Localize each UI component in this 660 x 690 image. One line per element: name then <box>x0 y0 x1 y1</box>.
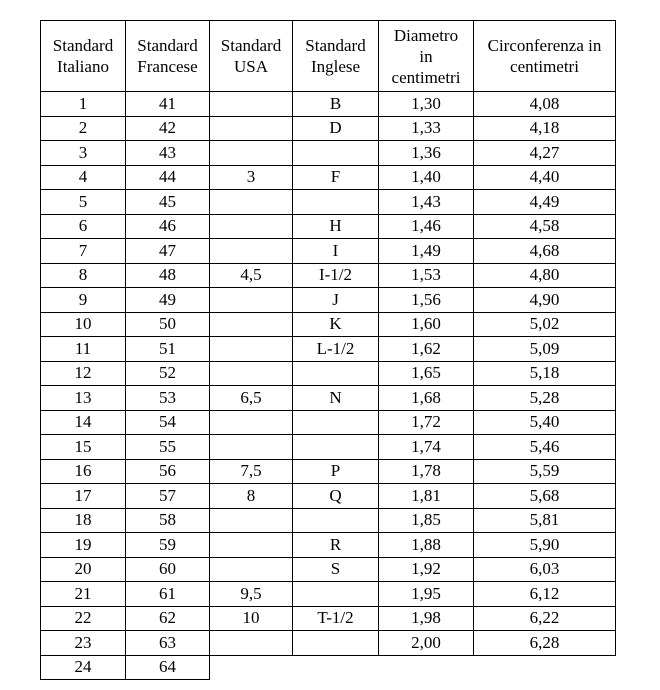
cell-italiano: 23 <box>41 631 126 656</box>
cell-usa <box>210 239 293 264</box>
cell-diametro: 1,74 <box>379 435 474 460</box>
cell-inglese: S <box>293 557 379 582</box>
cell-francese: 53 <box>126 386 210 411</box>
table-row <box>41 410 616 435</box>
table-row <box>41 239 616 264</box>
cell-circonferenza: 6,22 <box>474 606 616 631</box>
cell-usa: 4,5 <box>210 263 293 288</box>
cell-francese: 42 <box>126 116 210 141</box>
cell-francese: 59 <box>126 533 210 558</box>
cell-circonferenza: 5,68 <box>474 484 616 509</box>
empty-cell <box>293 655 379 680</box>
cell-inglese: L-1/2 <box>293 337 379 362</box>
header-circonferenza <box>474 21 616 92</box>
cell-inglese: N <box>293 386 379 411</box>
cell-circonferenza: 4,08 <box>474 92 616 117</box>
cell-circonferenza: 4,40 <box>474 165 616 190</box>
cell-usa <box>210 92 293 117</box>
cell-diametro: 1,78 <box>379 459 474 484</box>
cell-inglese: H <box>293 214 379 239</box>
cell-francese: 64 <box>126 655 210 680</box>
header-standard-italiano <box>41 21 126 92</box>
cell-diametro: 1,65 <box>379 361 474 386</box>
cell-circonferenza: 5,59 <box>474 459 616 484</box>
cell-usa <box>210 312 293 337</box>
cell-diametro: 1,53 <box>379 263 474 288</box>
cell-italiano: 7 <box>41 239 126 264</box>
cell-diametro: 1,30 <box>379 92 474 117</box>
cell-usa: 8 <box>210 484 293 509</box>
cell-inglese: D <box>293 116 379 141</box>
cell-usa: 9,5 <box>210 582 293 607</box>
cell-italiano: 12 <box>41 361 126 386</box>
table-row <box>41 263 616 288</box>
ring-size-table <box>40 20 616 680</box>
cell-francese: 63 <box>126 631 210 656</box>
cell-usa <box>210 435 293 460</box>
cell-diametro: 1,72 <box>379 410 474 435</box>
table-row <box>41 533 616 558</box>
table-row <box>41 337 616 362</box>
cell-usa: 3 <box>210 165 293 190</box>
cell-francese: 62 <box>126 606 210 631</box>
cell-francese: 41 <box>126 92 210 117</box>
cell-italiano: 15 <box>41 435 126 460</box>
cell-italiano: 10 <box>41 312 126 337</box>
cell-inglese: Q <box>293 484 379 509</box>
cell-usa <box>210 508 293 533</box>
cell-francese: 51 <box>126 337 210 362</box>
cell-usa: 10 <box>210 606 293 631</box>
cell-francese: 50 <box>126 312 210 337</box>
cell-diametro: 1,33 <box>379 116 474 141</box>
header-line: Inglese <box>310 57 361 76</box>
cell-circonferenza: 6,12 <box>474 582 616 607</box>
cell-francese: 54 <box>126 410 210 435</box>
header-line: Standard <box>52 36 114 55</box>
cell-francese: 44 <box>126 165 210 190</box>
cell-italiano: 21 <box>41 582 126 607</box>
cell-italiano: 1 <box>41 92 126 117</box>
cell-circonferenza: 5,81 <box>474 508 616 533</box>
cell-inglese: F <box>293 165 379 190</box>
cell-circonferenza: 4,68 <box>474 239 616 264</box>
cell-italiano: 13 <box>41 386 126 411</box>
cell-francese: 43 <box>126 141 210 166</box>
cell-inglese <box>293 361 379 386</box>
cell-circonferenza: 4,18 <box>474 116 616 141</box>
cell-diametro: 1,92 <box>379 557 474 582</box>
cell-francese: 52 <box>126 361 210 386</box>
table-row <box>41 459 616 484</box>
cell-diametro: 1,85 <box>379 508 474 533</box>
empty-cell <box>379 655 474 680</box>
cell-francese: 55 <box>126 435 210 460</box>
cell-circonferenza: 6,03 <box>474 557 616 582</box>
cell-usa <box>210 190 293 215</box>
cell-italiano: 8 <box>41 263 126 288</box>
cell-diametro: 2,00 <box>379 631 474 656</box>
cell-inglese <box>293 190 379 215</box>
table-row <box>41 484 616 509</box>
cell-inglese <box>293 631 379 656</box>
table-row <box>41 582 616 607</box>
empty-cell <box>210 655 293 680</box>
cell-diametro: 1,68 <box>379 386 474 411</box>
cell-italiano: 9 <box>41 288 126 313</box>
cell-diametro: 1,88 <box>379 533 474 558</box>
cell-circonferenza: 5,28 <box>474 386 616 411</box>
cell-usa <box>210 141 293 166</box>
cell-usa <box>210 557 293 582</box>
table-row <box>41 141 616 166</box>
cell-diametro: 1,49 <box>379 239 474 264</box>
cell-francese: 48 <box>126 263 210 288</box>
table-row <box>41 361 616 386</box>
cell-diametro: 1,56 <box>379 288 474 313</box>
header-line: USA <box>233 57 268 76</box>
cell-circonferenza: 5,09 <box>474 337 616 362</box>
cell-usa <box>210 533 293 558</box>
cell-italiano: 20 <box>41 557 126 582</box>
cell-italiano: 6 <box>41 214 126 239</box>
cell-circonferenza: 6,28 <box>474 631 616 656</box>
table-row <box>41 165 616 190</box>
header-line: Standard <box>137 36 198 55</box>
table-row <box>41 92 616 117</box>
table-row <box>41 631 616 656</box>
cell-usa <box>210 361 293 386</box>
cell-italiano: 17 <box>41 484 126 509</box>
header-line: Standard <box>305 36 366 55</box>
cell-inglese <box>293 508 379 533</box>
cell-inglese <box>293 141 379 166</box>
cell-italiano: 16 <box>41 459 126 484</box>
cell-francese: 56 <box>126 459 210 484</box>
cell-usa <box>210 214 293 239</box>
cell-usa <box>210 288 293 313</box>
cell-inglese <box>293 410 379 435</box>
cell-usa: 6,5 <box>210 386 293 411</box>
table-row <box>41 312 616 337</box>
cell-italiano: 11 <box>41 337 126 362</box>
cell-francese: 47 <box>126 239 210 264</box>
cell-usa <box>210 116 293 141</box>
cell-inglese: R <box>293 533 379 558</box>
header-standard-inglese <box>293 21 379 92</box>
table-row <box>41 214 616 239</box>
cell-circonferenza: 5,40 <box>474 410 616 435</box>
cell-inglese <box>293 582 379 607</box>
header-line: Circonferenza in <box>487 36 602 55</box>
empty-cell <box>474 655 616 680</box>
cell-inglese: T-1/2 <box>293 606 379 631</box>
cell-usa <box>210 337 293 362</box>
header-standard-usa <box>210 21 293 92</box>
cell-inglese: B <box>293 92 379 117</box>
cell-francese: 58 <box>126 508 210 533</box>
header-line: centimetri <box>391 67 461 87</box>
cell-circonferenza: 5,18 <box>474 361 616 386</box>
cell-inglese <box>293 435 379 460</box>
cell-diametro: 1,60 <box>379 312 474 337</box>
cell-diametro: 1,43 <box>379 190 474 215</box>
header-diametro <box>379 21 474 92</box>
cell-francese: 57 <box>126 484 210 509</box>
cell-circonferenza: 4,58 <box>474 214 616 239</box>
cell-italiano: 18 <box>41 508 126 533</box>
cell-diametro: 1,95 <box>379 582 474 607</box>
cell-italiano: 22 <box>41 606 126 631</box>
cell-usa <box>210 631 293 656</box>
cell-francese: 61 <box>126 582 210 607</box>
table-row <box>41 606 616 631</box>
cell-diametro: 1,81 <box>379 484 474 509</box>
header-line: Diametro <box>393 25 459 45</box>
cell-diametro: 1,36 <box>379 141 474 166</box>
cell-italiano: 5 <box>41 190 126 215</box>
cell-circonferenza: 5,02 <box>474 312 616 337</box>
cell-italiano: 3 <box>41 141 126 166</box>
cell-circonferenza: 5,90 <box>474 533 616 558</box>
cell-circonferenza: 4,49 <box>474 190 616 215</box>
table-row <box>41 386 616 411</box>
cell-italiano: 2 <box>41 116 126 141</box>
cell-diametro: 1,46 <box>379 214 474 239</box>
header-line: centimetri <box>510 57 579 76</box>
cell-inglese: P <box>293 459 379 484</box>
cell-francese: 60 <box>126 557 210 582</box>
cell-circonferenza: 4,27 <box>474 141 616 166</box>
header-line: in <box>419 46 433 66</box>
cell-italiano: 24 <box>41 655 126 680</box>
cell-francese: 45 <box>126 190 210 215</box>
cell-inglese: I-1/2 <box>293 263 379 288</box>
cell-circonferenza: 5,46 <box>474 435 616 460</box>
cell-francese: 46 <box>126 214 210 239</box>
header-line: Francese <box>137 57 198 76</box>
table-body <box>41 92 616 680</box>
cell-circonferenza: 4,90 <box>474 288 616 313</box>
header-row <box>41 21 616 92</box>
cell-usa <box>210 410 293 435</box>
cell-italiano: 14 <box>41 410 126 435</box>
table-row <box>41 508 616 533</box>
cell-inglese: K <box>293 312 379 337</box>
cell-circonferenza: 4,80 <box>474 263 616 288</box>
header-standard-francese <box>126 21 210 92</box>
cell-italiano: 4 <box>41 165 126 190</box>
cell-italiano: 19 <box>41 533 126 558</box>
cell-francese: 49 <box>126 288 210 313</box>
header-line: Standard <box>220 36 282 55</box>
table-row <box>41 557 616 582</box>
cell-usa: 7,5 <box>210 459 293 484</box>
table-row <box>41 190 616 215</box>
cell-diametro: 1,62 <box>379 337 474 362</box>
cell-inglese: J <box>293 288 379 313</box>
table-row <box>41 435 616 460</box>
cell-diametro: 1,98 <box>379 606 474 631</box>
table-row <box>41 288 616 313</box>
cell-inglese: I <box>293 239 379 264</box>
header-line: Italiano <box>57 57 109 76</box>
table-row <box>41 116 616 141</box>
table-row <box>41 655 616 680</box>
cell-diametro: 1,40 <box>379 165 474 190</box>
